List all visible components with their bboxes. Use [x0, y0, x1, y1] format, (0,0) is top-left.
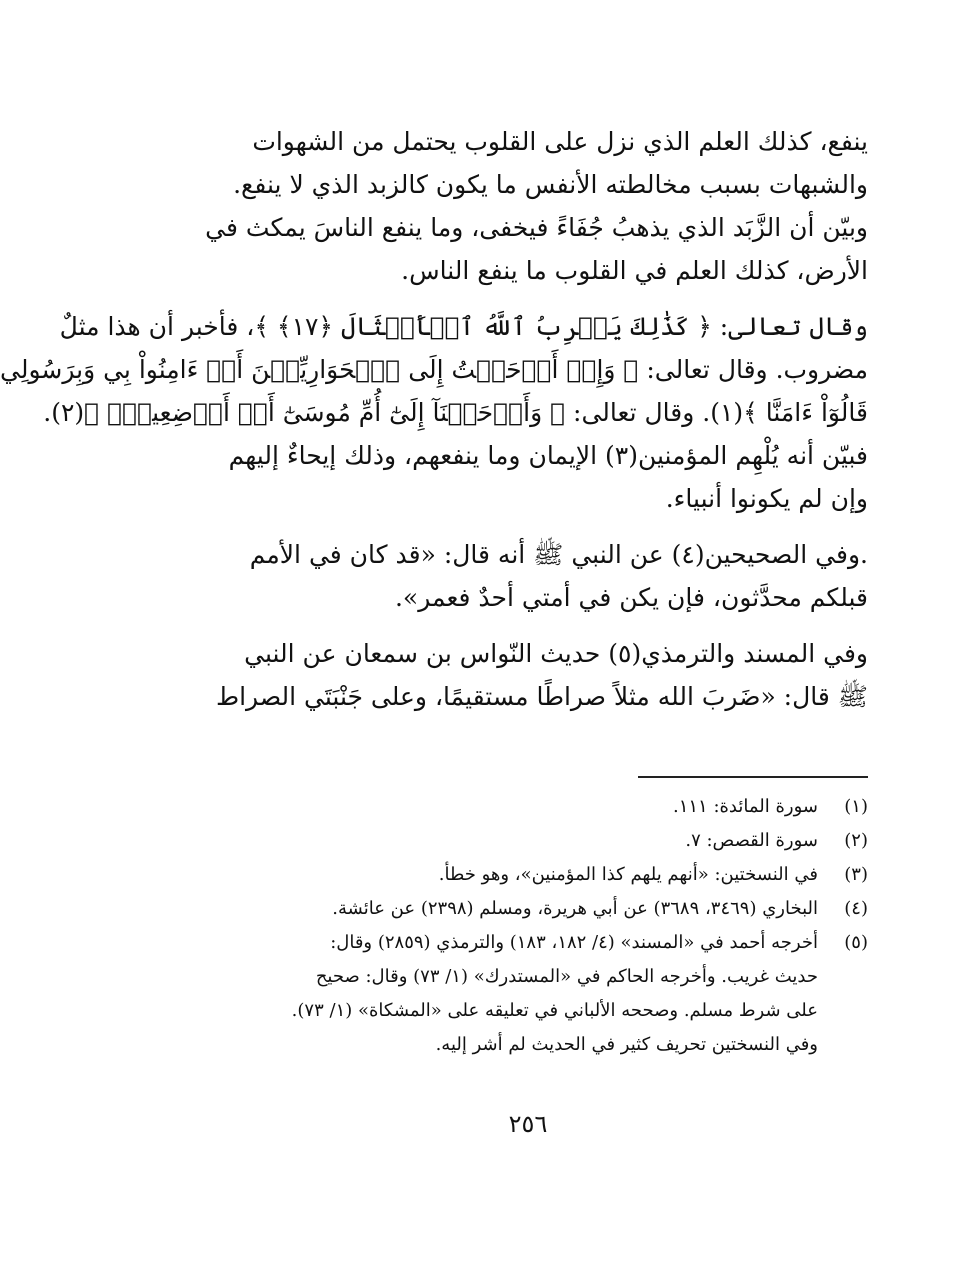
text-line: ينفع، كذلك العلم الذي نزل على القلوب يحتمل من الشهوات — [252, 127, 868, 156]
footnote-number: (٢) — [844, 830, 868, 851]
footnote-line: على شرط مسلم. وصححه الألباني في تعليقه على «المشكاة» (١/ ٧٣). — [291, 1000, 818, 1021]
footnote-5 — [188, 926, 868, 1062]
text-line: .وفي الصحيحين(٤) عن النبي ﷺ أنه قال: «قد كان في الأمم — [249, 540, 868, 569]
footnote-line: سورة القصص: ٧. — [685, 830, 818, 851]
footnotes — [188, 790, 868, 1062]
footnote-number: (٥) — [844, 932, 868, 953]
page-number: ٢٥٦ — [508, 1110, 548, 1138]
footnote-1 — [188, 790, 868, 824]
footnote-line: سورة المائدة: ١١١. — [672, 796, 818, 817]
footnote-text — [188, 824, 818, 858]
footnote-2 — [188, 824, 868, 858]
paragraph-3 — [188, 533, 868, 619]
footnote-line: حديث غريب. وأخرجه الحاكم في «المستدرك» (١/ ٧٣) وقال: صحيح — [315, 966, 818, 987]
text-line: قَالُوٓاْ ءَامَنَّا ﴾(١). وقال تعالى: ﴿ وَأَوۡحَيۡنَآ إِلَىٰٓ أُمِّ مُوسَىٰٓ أَنۡ أَرۡضِعِيهِۖ ﴾(٢). — [43, 398, 868, 427]
text-line: مضروب. وقال تعالى: ﴿ وَإِذۡ أَوۡحَيۡتُ إِلَى ٱلۡحَوَارِيِّـۧنَ أَنۡ ءَامِنُواْ بِي وَبِرَسُولِي — [0, 355, 868, 384]
footnote-number: (٤) — [844, 898, 868, 919]
text-line: وقال تعالى: ﴿ كَذَٰلِكَ يَضۡرِبُ ٱللَّهُ ٱلۡأَمۡثَالَ ﴿١٧﴾ ﴾، فأخبر أن هذا مثلٌ — [59, 312, 868, 341]
text-line: فبيّن أنه يُلْهِم المؤمنين(٣) الإيمان وما ينفعهم، وذلك إيحاءٌ إليهم — [228, 441, 868, 470]
footnote-line: وفي النسختين تحريف كثير في الحديث لم أشر إليه. — [435, 1034, 818, 1055]
text-line: والشبهات بسبب مخالطته الأنفس ما يكون كالزبد الذي لا ينفع. — [233, 170, 868, 199]
paragraph-1 — [188, 120, 868, 292]
main-text — [0, 120, 868, 731]
text-line: وفي المسند والترمذي(٥) حديث النّواس بن سمعان عن النبي — [244, 639, 868, 668]
text-line: قبلكم محدَّثون، فإن يكن في أمتي أحدٌ فعمر». — [394, 583, 868, 612]
text-line: ﷺ قال: «ضَربَ الله مثلاً صراطًا مستقيمًا، وعلى جَنْبَتَي الصراط — [215, 682, 868, 711]
text-line: الأرض، كذلك العلم في القلوب ما ينفع الناس. — [401, 256, 868, 285]
text-line: وبيّن أن الزَّبَد الذي يذهبُ جُفَاءً فيخفى، وما ينفع الناسَ يمكث في — [205, 213, 868, 242]
footnote-separator — [638, 776, 868, 778]
footnote-3 — [188, 858, 868, 892]
footnote-number: (٣) — [844, 864, 868, 885]
paragraph-4 — [188, 632, 868, 718]
text-line: وإن لم يكونوا أنبياء. — [665, 484, 868, 513]
footnote-text — [188, 858, 818, 892]
footnote-number: (١) — [844, 796, 868, 817]
footnote-4 — [188, 892, 868, 926]
paragraph-2 — [0, 305, 868, 520]
footnote-text — [188, 790, 818, 824]
footnote-line: في النسختين: «أنهم يلهم كذا المؤمنين»، وهو خطأ. — [438, 864, 818, 885]
footnote-text — [188, 892, 818, 926]
footnote-line: البخاري (٣٤٦٩، ٣٦٨٩) عن أبي هريرة، ومسلم (٢٣٩٨) عن عائشة. — [332, 898, 818, 919]
footnote-text — [188, 926, 818, 1062]
footnote-line: أخرجه أحمد في «المسند» (٤/ ١٨٢، ١٨٣) والترمذي (٢٨٥٩) وقال: — [330, 932, 818, 953]
